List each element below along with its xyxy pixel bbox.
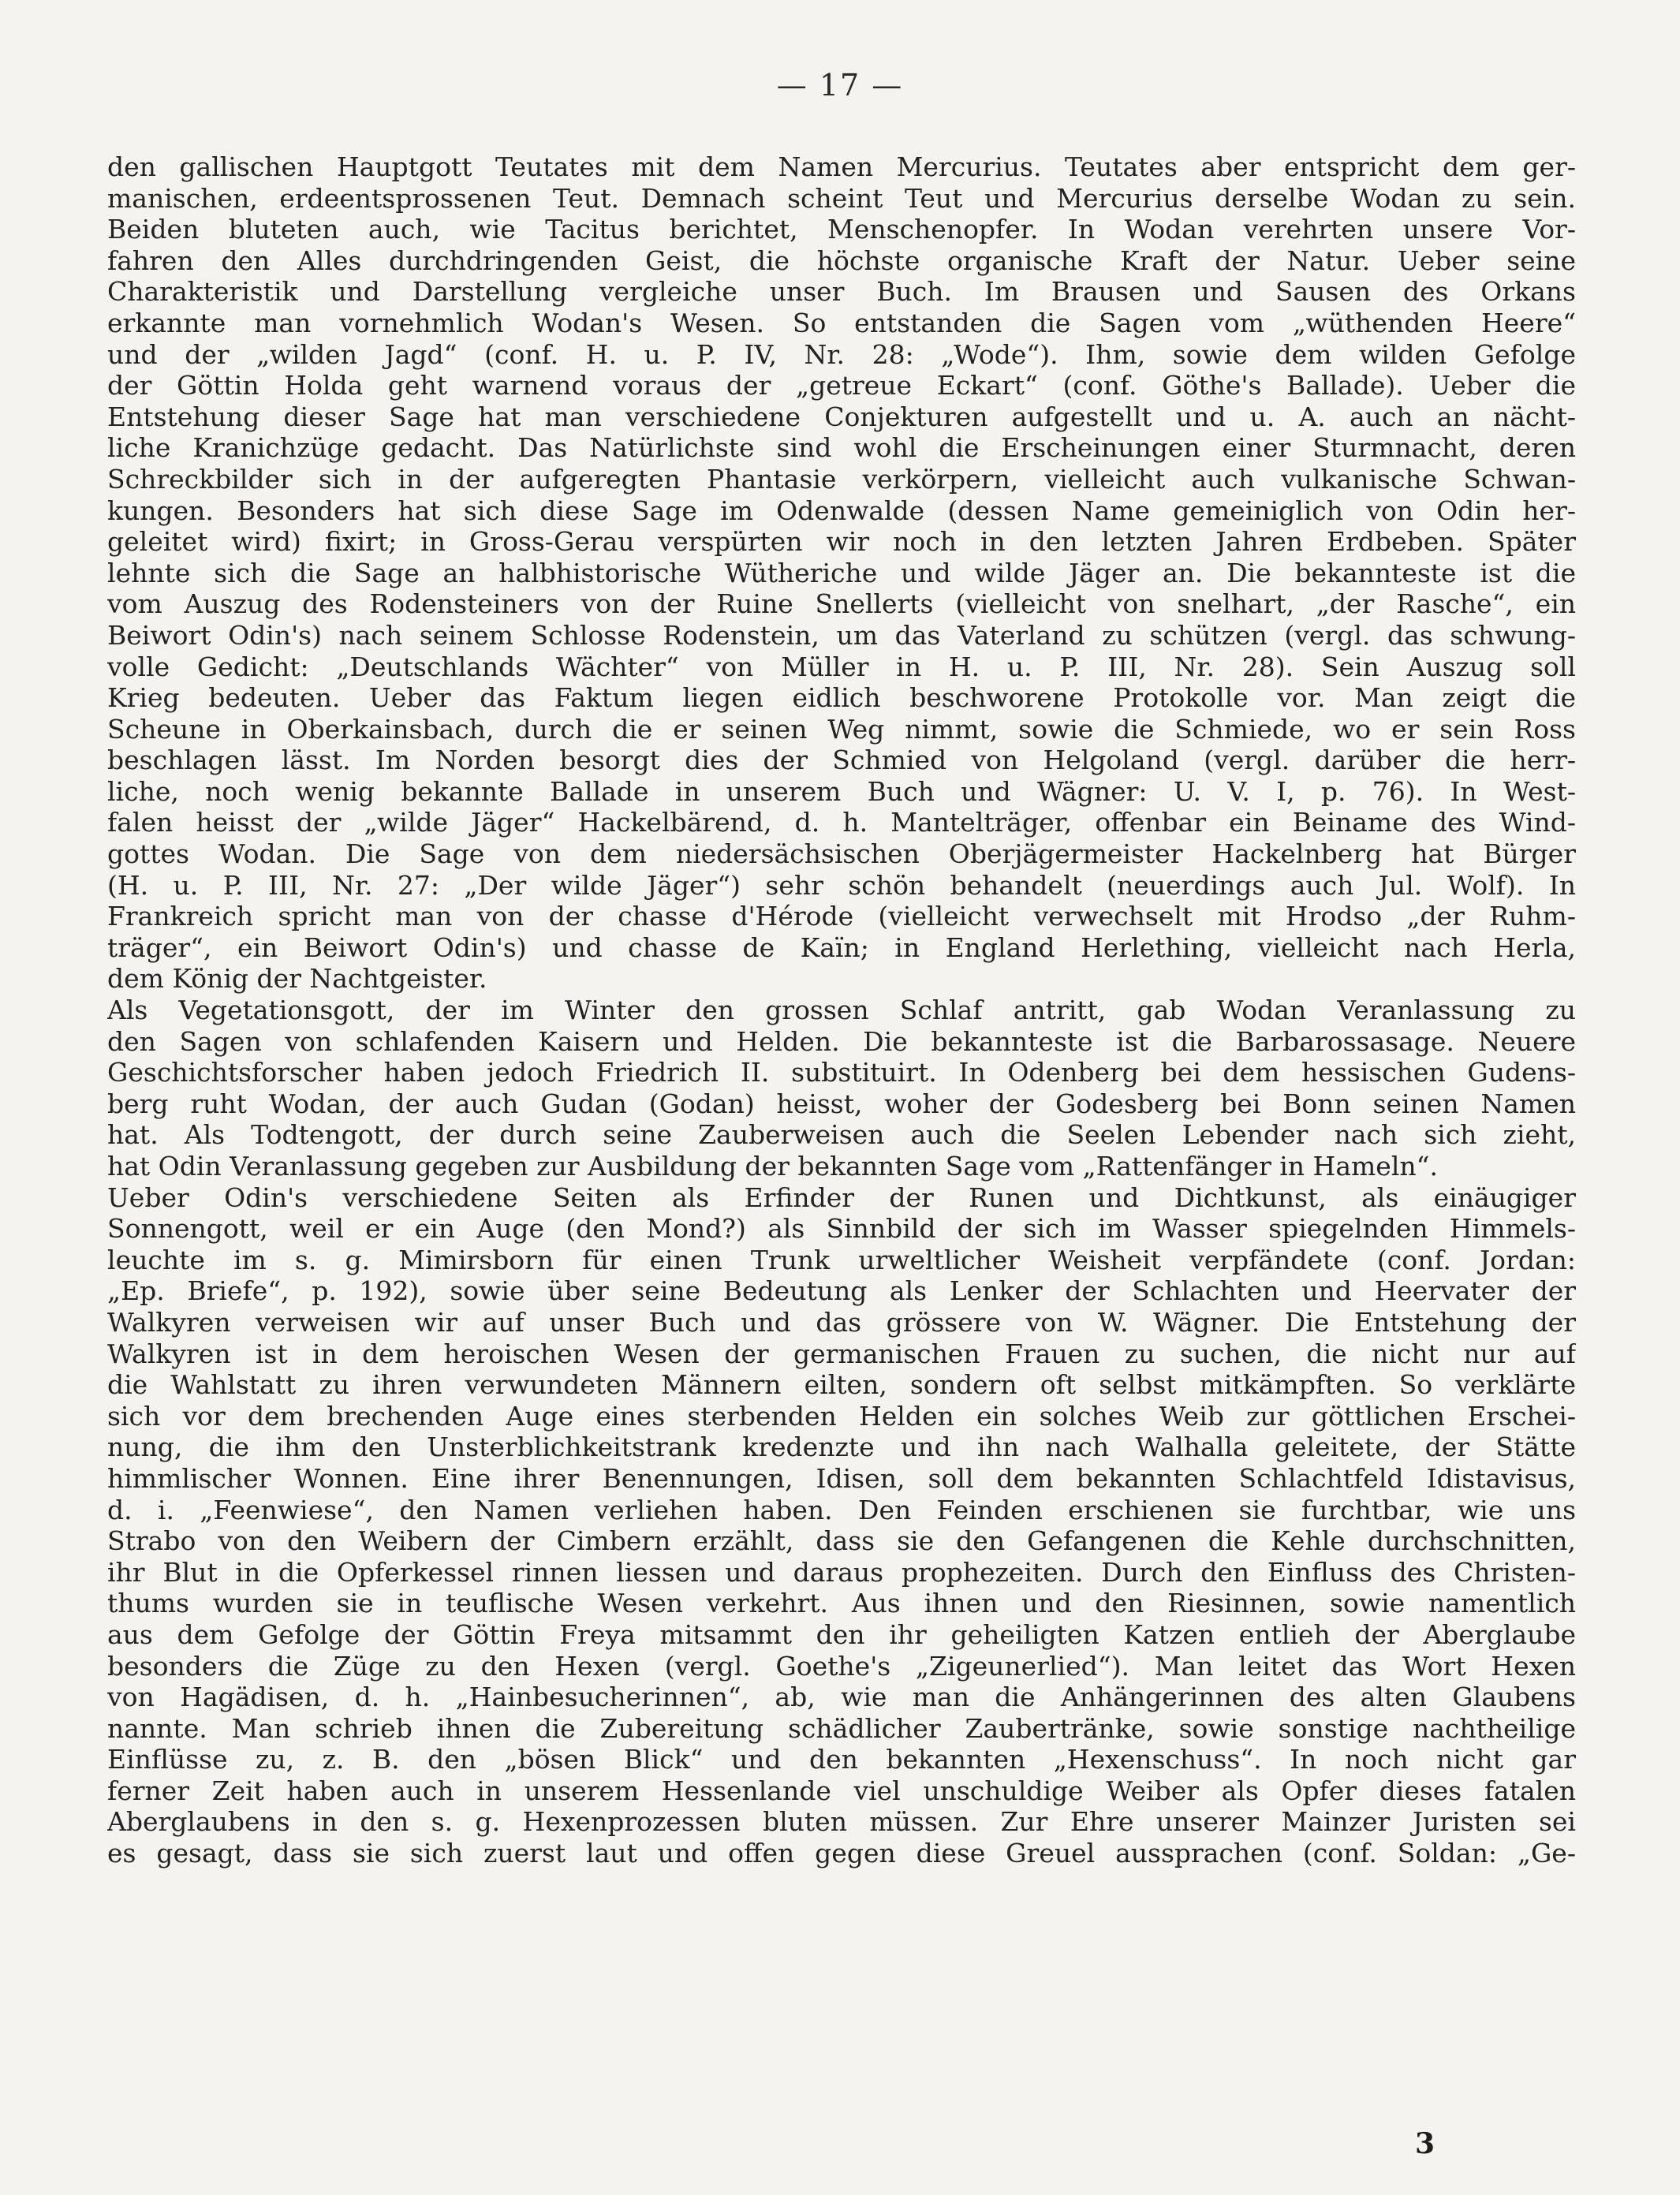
signature-mark: 3	[1415, 2127, 1435, 2160]
text-line: thums wurden sie in teuflische Wesen verkehrt. Aus ihnen und den Riesinnen, sowie namentlich	[107, 1588, 1576, 1619]
text-line: berg ruht Wodan, der auch Gudan (Godan) heisst, woher der Godesberg bei Bonn seinen Namen	[107, 1088, 1576, 1119]
text-line: Sonnengott, weil er ein Auge (den Mond?) als Sinnbild der sich im Wasser spiegelnden Himmels-	[107, 1213, 1576, 1245]
text-line: es gesagt, dass sie sich zuerst laut und offen gegen diese Greuel aussprachen (conf. Soldan: „Ge-	[107, 1838, 1576, 1869]
text-line: ihr Blut in die Opferkessel rinnen liessen und daraus prophezeiten. Durch den Einfluss des Christen-	[107, 1556, 1576, 1588]
text-line: den Sagen von schlafenden Kaisern und Helden. Die bekannteste ist die Barbarossasage. Neuere	[107, 1025, 1576, 1057]
text-line: hat. Als Todtengott, der durch seine Zauberweisen auch die Seelen Lebender nach sich zieht,	[107, 1119, 1576, 1151]
text-line: Ueber Odin's verschiedene Seiten als Erfinder der Runen und Dichtkunst, als einäugiger	[107, 1181, 1576, 1213]
text-line: „Ep. Briefe“, p. 192), sowie über seine Bedeutung als Lenker der Schlachten und Heervater der	[107, 1275, 1576, 1307]
text-line: Frankreich spricht man von der chasse d'Hérode (vielleicht verwechselt mit Hrodso „der Ruhm-	[107, 901, 1576, 932]
text-line: volle Gedicht: „Deutschlands Wächter“ von Müller in H. u. P. III, Nr. 28). Sein Auszug soll	[107, 651, 1576, 682]
text-line: der Göttin Holda geht warnend voraus der „getreue Eckart“ (conf. Göthe's Ballade). Ueber die	[107, 370, 1576, 401]
text-line: Strabo von den Weibern der Cimbern erzählt, dass sie den Gefangenen die Kehle durchschnitten,	[107, 1525, 1576, 1557]
text-line: fahren den Alles durchdringenden Geist, die höchste organische Kraft der Natur. Ueber seine	[107, 245, 1576, 276]
text-line: manischen, erdeentsprossenen Teut. Demnach scheint Teut und Mercurius derselbe Wodan zu sein.	[107, 182, 1576, 214]
text-line: vom Auszug des Rodensteiners von der Ruine Snellerts (vielleicht von snelhart, „der Rasche“, ein	[107, 588, 1576, 620]
text-line: sich vor dem brechenden Auge eines sterbenden Helden ein solches Weib zur göttlichen Erschei-	[107, 1400, 1576, 1432]
text-line: besonders die Züge zu den Hexen (vergl. Goethe's „Zigeunerlied“). Man leitet das Wort Hexen	[107, 1650, 1576, 1682]
text-line: nung, die ihm den Unsterblichkeitstrank kredenzte und ihn nach Walhalla geleitete, der Stätte	[107, 1432, 1576, 1463]
text-line: Als Vegetationsgott, der im Winter den grossen Schlaf antritt, gab Wodan Veranlassung zu	[107, 995, 1576, 1026]
text-line: Einflüsse zu, z. B. den „bösen Blick“ und den bekannten „Hexenschuss“. In noch nicht gar	[107, 1744, 1576, 1775]
text-line: dem König der Nachtgeister.	[107, 963, 487, 995]
text-line: Charakteristik und Darstellung vergleiche unser Buch. Im Brausen und Sausen des Orkans	[107, 276, 1576, 308]
page-number: — 17 —	[776, 68, 904, 103]
text-line: Beiwort Odin's) nach seinem Schlosse Rodenstein, um das Vaterland zu schützen (vergl. das schwung-	[107, 619, 1576, 651]
text-line: lehnte sich die Sage an halbhistorische Wütheriche und wilde Jäger an. Die bekannteste ist die	[107, 557, 1576, 588]
text-line: Scheune in Oberkainsbach, durch die er seinen Weg nimmt, sowie die Schmiede, wo er sein Ross	[107, 713, 1576, 745]
text-line: und der „wilden Jagd“ (conf. H. u. P. IV, Nr. 28: „Wode“). Ihm, sowie dem wilden Gefolge	[107, 338, 1576, 370]
text-line: nannte. Man schrieb ihnen die Zubereitung schädlicher Zaubertränke, sowie sonstige nachtheilige	[107, 1712, 1576, 1744]
text-line: Beiden bluteten auch, wie Tacitus berichtet, Menschenopfer. In Wodan verehrten unsere Vor-	[107, 214, 1576, 245]
text-line: träger“, ein Beiwort Odin's) und chasse de Kaïn; in England Herlething, vielleicht nach Herla,	[107, 931, 1576, 963]
text-line: hat Odin Veranlassung gegeben zur Ausbildung der bekannten Sage vom „Rattenfänger in Hameln“.	[107, 1151, 1438, 1181]
text-line: Krieg bedeuten. Ueber das Faktum liegen eidlich beschworene Protokolle vor. Man zeigt die	[107, 682, 1576, 714]
text-line: leuchte im s. g. Mimirsborn für einen Trunk urweltlicher Weisheit verpfändete (conf. Jordan:	[107, 1244, 1576, 1275]
text-line: gottes Wodan. Die Sage von dem niedersächsischen Oberjägermeister Hackelnberg hat Bürger	[107, 838, 1576, 870]
body-text	[107, 151, 1576, 1869]
text-line: aus dem Gefolge der Göttin Freya mitsammt den ihr geheiligten Katzen entlieh der Aberglaube	[107, 1618, 1576, 1650]
text-line: (H. u. P. III, Nr. 27: „Der wilde Jäger“) sehr schön behandelt (neuerdings auch Jul. Wolf). In	[107, 869, 1576, 901]
text-line: himmlischer Wonnen. Eine ihrer Benennungen, Idisen, soll dem bekannten Schlachtfeld Idistavisus,	[107, 1462, 1576, 1494]
text-line: kungen. Besonders hat sich diese Sage im Odenwalde (dessen Name gemeiniglich von Odin her-	[107, 495, 1576, 526]
text-line: von Hagädisen, d. h. „Hainbesucherinnen“, ab, wie man die Anhängerinnen des alten Glaubens	[107, 1682, 1576, 1713]
text-line: beschlagen lässt. Im Norden besorgt dies der Schmied von Helgoland (vergl. darüber die herr-	[107, 745, 1576, 776]
text-line: liche, noch wenig bekannte Ballade in unserem Buch und Wägner: U. V. I, p. 76). In West-	[107, 775, 1576, 807]
text-line: die Wahlstatt zu ihren verwundeten Männern eilten, sondern oft selbst mitkämpften. So verklärte	[107, 1369, 1576, 1401]
text-line: d. i. „Feenwiese“, den Namen verliehen haben. Den Feinden erschienen sie furchtbar, wie uns	[107, 1494, 1576, 1525]
text-line: erkannte man vornehmlich Wodan's Wesen. So entstanden die Sagen vom „wüthenden Heere“	[107, 307, 1576, 338]
text-line: den gallischen Hauptgott Teutates mit dem Namen Mercurius. Teutates aber entspricht dem ger-	[107, 151, 1576, 182]
text-line: Entstehung dieser Sage hat man verschiedene Conjekturen aufgestellt und u. A. auch an nächt-	[107, 401, 1576, 432]
text-line: falen heisst der „wilde Jäger“ Hackelbärend, d. h. Mantelträger, offenbar ein Beiname des Wind-	[107, 807, 1576, 838]
text-line: Walkyren verweisen wir auf unser Buch und das grössere von W. Wägner. Die Entstehung der	[107, 1306, 1576, 1338]
text-line: Walkyren ist in dem heroischen Wesen der germanischen Frauen zu suchen, die nicht nur auf	[107, 1338, 1576, 1369]
text-line: geleitet wird) fixirt; in Gross-Gerau verspürten wir noch in den letzten Jahren Erdbeben. Später	[107, 526, 1576, 558]
text-line: Geschichtsforscher haben jedoch Friedrich II. substituirt. In Odenberg bei dem hessischen Gudens-	[107, 1057, 1576, 1088]
text-line: Aberglaubens in den s. g. Hexenprozessen bluten müssen. Zur Ehre unserer Mainzer Juristen sei	[107, 1806, 1576, 1838]
text-line: ferner Zeit haben auch in unserem Hessenlande viel unschuldige Weiber als Opfer dieses fatalen	[107, 1775, 1576, 1806]
text-line: liche Kranichzüge gedacht. Das Natürlichste sind wohl die Erscheinungen einer Sturmnacht, deren	[107, 432, 1576, 464]
text-line: Schreckbilder sich in der aufgeregten Phantasie verkörpern, vielleicht auch vulkanische Schwan-	[107, 463, 1576, 495]
